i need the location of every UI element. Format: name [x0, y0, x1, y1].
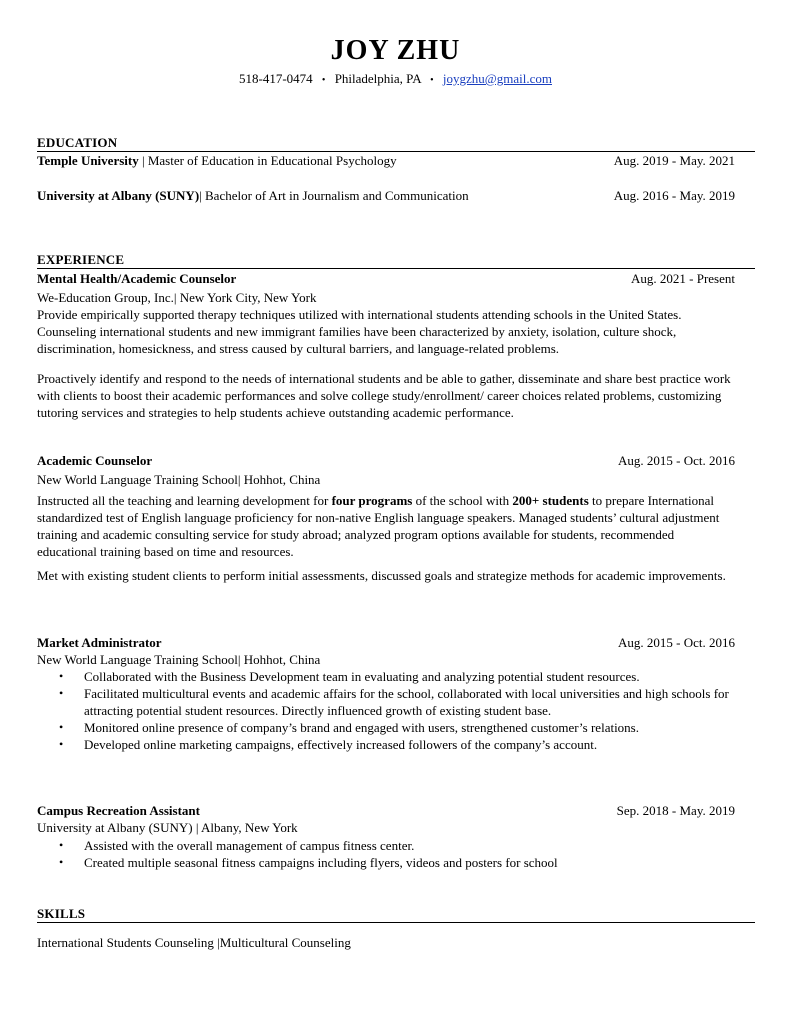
education-dates: Aug. 2016 - May. 2019 — [613, 188, 735, 203]
job-organization: We-Education Group, Inc.| New York City, New York — [37, 290, 317, 305]
job-header — [37, 452, 735, 469]
degree: Master of Education in Educational Psychology — [147, 153, 397, 168]
resume-name: JOY ZHU — [330, 35, 461, 66]
section-title-education: EDUCATION — [37, 135, 118, 150]
job-header — [37, 802, 735, 819]
school-name: University at Albany (SUNY) — [37, 188, 200, 203]
job-dates: Aug. 2015 - Oct. 2016 — [618, 635, 735, 650]
job-title: Mental Health/Academic Counselor — [37, 271, 237, 286]
list-item: • Monitored online presence of company’s brand and engaged with users, strengthened customer’s relations. — [37, 719, 737, 736]
section-title-skills: SKILLS — [37, 906, 86, 921]
list-item: • Assisted with the overall management of campus fitness center. — [37, 837, 737, 854]
job-title: Campus Recreation Assistant — [37, 803, 200, 818]
separator-dot-icon: • — [321, 75, 326, 86]
job-title: Market Administrator — [37, 635, 162, 650]
section-divider — [37, 922, 755, 923]
job-dates: Sep. 2018 - May. 2019 — [616, 803, 735, 818]
job-dates: Aug. 2015 - Oct. 2016 — [618, 453, 735, 468]
job-bullet-list — [37, 837, 737, 871]
job-title: Academic Counselor — [37, 453, 153, 468]
education-item — [37, 187, 735, 204]
job-organization: University at Albany (SUNY) | Albany, New York — [37, 820, 298, 835]
separator-dot-icon: • — [430, 75, 434, 86]
email-link[interactable]: joygzhu@gmail.com — [442, 71, 552, 86]
education-dates: Aug. 2019 - May. 2021 — [613, 153, 735, 168]
pipe-separator: | — [199, 188, 206, 203]
education-item — [37, 152, 735, 169]
list-item: • Facilitated multicultural events and academic affairs for the school, collaborated with local universities and high schools for attracting potential student resources. Directly influenced growth of existing student base. — [37, 685, 737, 719]
section-divider — [37, 268, 755, 269]
job-organization: New World Language Training School| Hohhot, China — [37, 472, 321, 487]
job-description: Met with existing student clients to perform initial assessments, discussed goals and strategize methods for academic improvements. — [37, 568, 726, 583]
job-description: Proactively identify and respond to the needs of international students and be able to gather, disseminate and share best practice work with clients to boost their academic performances and solve college study/enrollment/ career choices related problems, customizing tutoring services and strategies to help students achieve outstanding academic performance. — [37, 371, 731, 420]
pipe-separator: | — [138, 153, 148, 168]
job-dates: Aug. 2021 - Present — [631, 271, 735, 286]
job-description: Instructed all the teaching and learning development for four programs of the school with 200+ students to prepare International standardized test of English language proficiency for non-native English language speakers. Managed students’ cultural adjustment training and academic consulting service for study abroad; analyzed program options available for students, recommended educational training based on time and resources. — [37, 493, 720, 559]
contact-line — [0, 70, 791, 89]
location: Philadelphia, PA — [334, 71, 421, 86]
job-header — [37, 634, 735, 651]
section-title-experience: EXPERIENCE — [37, 252, 125, 267]
job-header — [37, 270, 735, 287]
job-description: Provide empirically supported therapy techniques utilized with international students attending schools in the United States. Counseling international students and new immigrant families have been characterized by anxiety, isolation, culture shock, discrimination, homesickness, and stress caused by cultural barriers, and language-related problems. — [37, 307, 682, 356]
highlight-programs: four programs — [331, 493, 413, 508]
phone-number: 518-417-0474 — [239, 71, 313, 86]
job-bullet-list — [37, 668, 737, 753]
job-organization: New World Language Training School| Hohhot, China — [37, 652, 321, 667]
highlight-students: 200+ students — [512, 493, 589, 508]
list-item: • Developed online marketing campaigns, effectively increased followers of the company’s account. — [37, 736, 737, 753]
list-item: • Collaborated with the Business Development team in evaluating and analyzing potential student resources. — [37, 668, 737, 685]
school-name: Temple University — [37, 153, 139, 168]
list-item: • Created multiple seasonal fitness campaigns including flyers, videos and posters for school — [37, 854, 737, 871]
degree: Bachelor of Art in Journalism and Communication — [205, 188, 469, 203]
skills-text: International Students Counseling |Multicultural Counseling — [37, 935, 351, 950]
